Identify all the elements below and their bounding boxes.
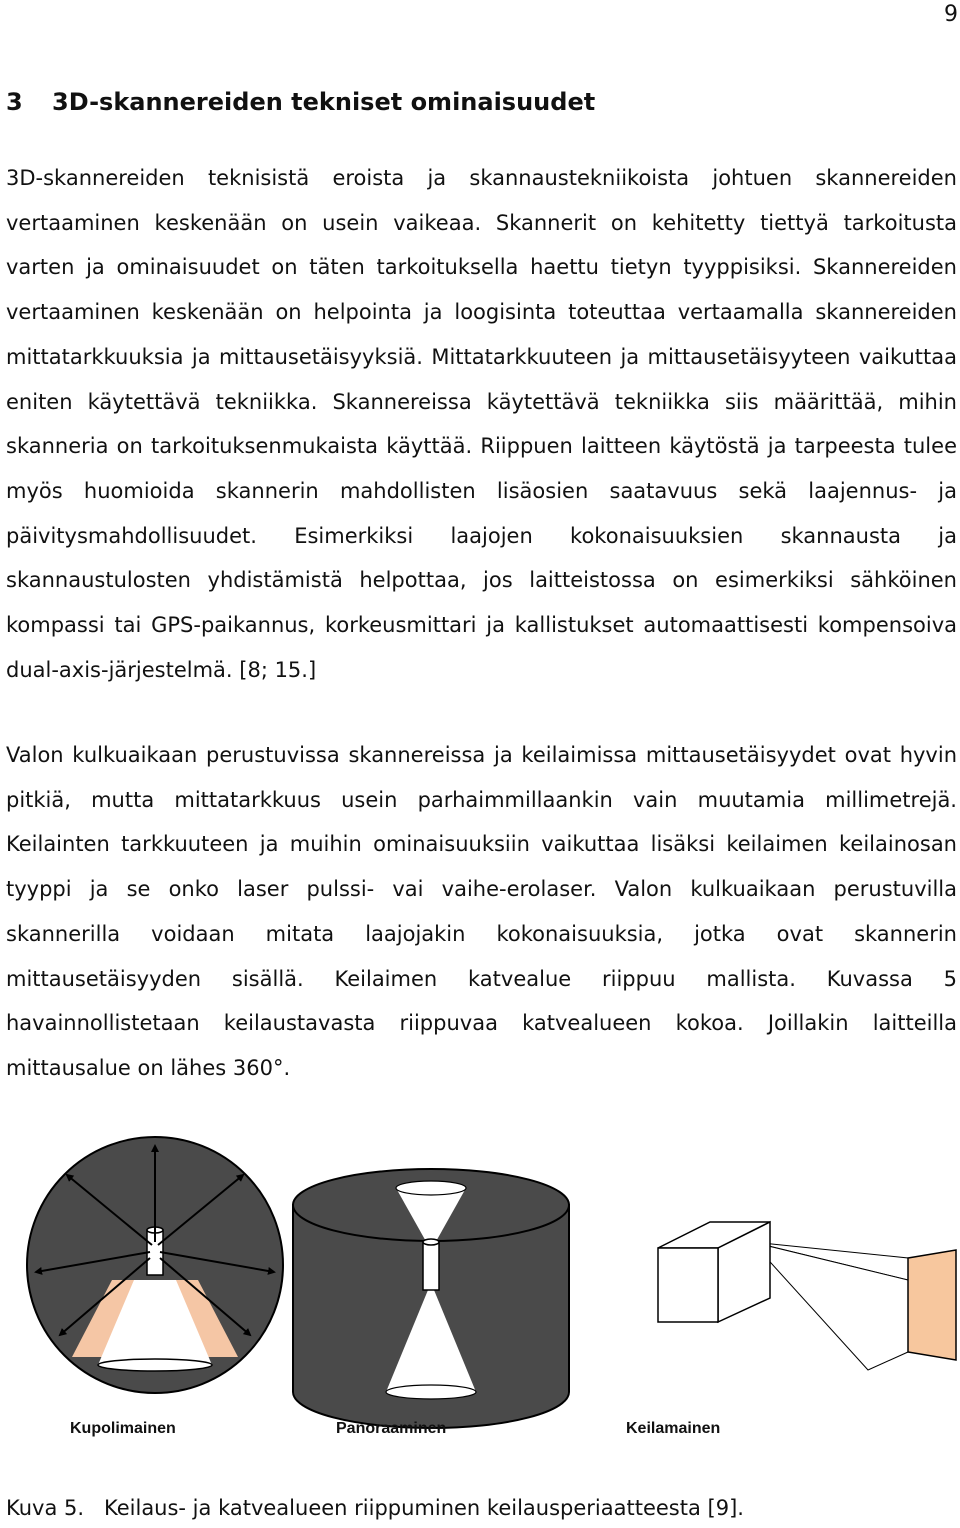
beam-projection-face — [908, 1250, 956, 1360]
section-title: 3D-skannereiden tekniset ominaisuudet — [52, 88, 596, 116]
paragraph-2: Valon kulkuaikaan perustuvissa skannereissa ja keilaimissa mittausetäisyydet ovat hyvin pitkiä, mutta mittatarkkuus usein parhaimmillaankin vain muutamia millimetrejä. Keilainten tarkkuuteen ja muihin ominaisuuksiin vaikuttaa lisäksi keilaimen keilainosan tyyppi ja se onko laser pulssi- vai vaihe-erolaser. Valon kulkuaikaan perustuvilla skannerilla voidaan mitata laajojakin kokonaisuuksia, jotka ovat skannerin mittausetäisyyden sisällä. Keilaimen katvealue riippuu mallista. Kuvassa 5 havainnollistetaan keilaustavasta riippuvaa katvealueen kokoa. Joillakin laitteilla mittausalue on lähes 360°. — [6, 743, 957, 1080]
panorama-scanner-top — [423, 1239, 439, 1245]
panorama-blind-top-ellipse — [396, 1181, 466, 1195]
panorama-scanner-body — [423, 1242, 439, 1290]
caption-label: Kuva 5. — [6, 1496, 85, 1520]
panorama-blind-bottom-ellipse — [386, 1385, 476, 1399]
page-number: 9 — [944, 2, 958, 27]
figure-caption — [6, 1496, 744, 1520]
paragraph-1: 3D-skannereiden teknisistä eroista ja skannaustekniikoista johtuen skannereiden vertaaminen keskenään on usein vaikeaa. Skannerit on kehitetty tiettyä tarkoitusta varten ja ominaisuudet on täten tarkoituksella haettu tietyn tyyppisiksi. Skannereiden vertaaminen keskenään on helpointa ja loogisinta toteuttaa vertaamalla skannereiden mittatarkkuuksia ja mittausetäisyyksiä. Mittatarkkuuteen ja mittausetäisyyteen vaikuttaa eniten käytettävä tekniikka. Skannereissa käytettävä tekniikka siis määrittää, mihin skanneria on tarkoituksenmukaista käyttää. Riippuen laitteen käytöstä ja tarpeesta tulee myös huomioida skannerin mahdollisten lisäosien saatavuus sekä laajennus- ja päivitysmahdollisuudet. Esimerkiksi laajojen kokonaisuuksien skannausta ja skannaustulosten yhdistämistä helpottaa, jos laitteistossa on esimerkiksi sähköinen kompassi tai GPS-paikannus, korkeusmittari ja kallistukset automaattisesti kompensoiva dual-axis-järjestelmä. [8; 15.] — [6, 166, 957, 682]
label-beam: Keilamainen — [626, 1420, 721, 1437]
section-number: 3 — [6, 88, 23, 116]
section-heading — [6, 88, 595, 116]
dome-base-ellipse — [98, 1359, 212, 1371]
dome-scanner-diagram — [27, 1137, 283, 1393]
scanner-coverage-figure — [0, 1130, 960, 1450]
panorama-scanner-diagram — [293, 1169, 569, 1428]
beam-scanner-box-front — [658, 1248, 718, 1322]
figure-svg — [0, 1130, 960, 1450]
label-panorama: Panoraaminen — [336, 1420, 447, 1437]
beam-scanner-diagram — [658, 1222, 956, 1370]
label-dome: Kupolimainen — [70, 1420, 176, 1437]
caption-text: Keilaus- ja katvealueen riippuminen keilausperiaatteesta [9]. — [104, 1496, 744, 1520]
